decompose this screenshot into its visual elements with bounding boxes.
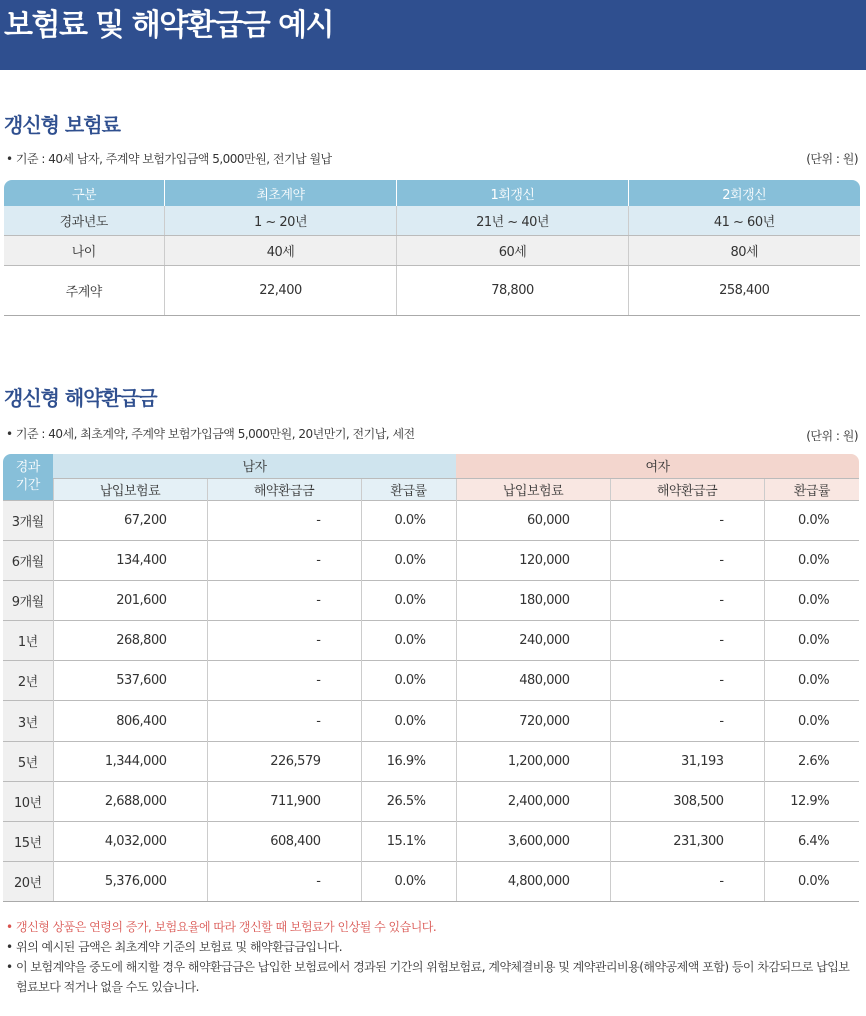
- period-cell: 6개월: [3, 540, 53, 580]
- period-cell: 3년: [3, 701, 53, 741]
- footnote-basis: • 위의 예시된 금액은 최초계약 기준의 보험료 및 해약환급금입니다.: [6, 937, 856, 957]
- female-header: 여자: [456, 454, 859, 478]
- female-rate-header: 환급률: [764, 478, 859, 500]
- table-row: [3, 540, 859, 580]
- row-label: 나이: [4, 235, 165, 265]
- section2-unit: (단위 : 원): [806, 429, 858, 443]
- female-rate: 0.0%: [764, 500, 859, 540]
- male-premium: 2,688,000: [53, 781, 207, 821]
- footnote-cancellation: • 이 보험계약을 중도에 해지할 경우 해약환급금은 납입한 보험료에서 경과된 기간의 위험보험료, 계약체결비용 및 계약관리비용(해약공제액 포함) 등이 차감되므로 납입보험료보다 적거나 없을 수도 있습니다.: [6, 957, 856, 997]
- female-rate: 0.0%: [764, 580, 859, 620]
- male-premium: 134,400: [53, 540, 207, 580]
- premium-row-years: [4, 206, 860, 235]
- period-header: [3, 454, 53, 500]
- table-row: [3, 862, 859, 902]
- cell: 1 ~ 20년: [165, 206, 397, 235]
- section1-title: 갱신형 보험료: [4, 113, 120, 137]
- premium-row-age: [4, 235, 860, 265]
- female-refund: -: [610, 701, 764, 741]
- female-refund-header: 해약환급금: [610, 478, 764, 500]
- section1-criteria: • 기준 : 40세 남자, 주계약 보험가입금액 5,000만원, 전기납 월납: [6, 152, 332, 166]
- female-rate: 2.6%: [764, 741, 859, 781]
- table-row: [3, 822, 859, 862]
- male-rate: 0.0%: [361, 661, 456, 701]
- female-rate: 0.0%: [764, 862, 859, 902]
- female-refund: -: [610, 862, 764, 902]
- table-row: [3, 781, 859, 821]
- male-header: 남자: [53, 454, 456, 478]
- premium-header-initial: 최초계약: [165, 180, 397, 206]
- male-refund: -: [207, 862, 361, 902]
- premium-header-category: 구분: [4, 180, 165, 206]
- female-refund: 31,193: [610, 741, 764, 781]
- premium-header-renewal1: 1회갱신: [397, 180, 629, 206]
- table-row: [3, 741, 859, 781]
- table-row: [3, 500, 859, 540]
- male-refund: -: [207, 580, 361, 620]
- male-rate: 0.0%: [361, 500, 456, 540]
- female-premium: 720,000: [456, 701, 610, 741]
- period-cell: 1년: [3, 621, 53, 661]
- male-rate: 0.0%: [361, 540, 456, 580]
- male-rate: 15.1%: [361, 822, 456, 862]
- female-premium: 240,000: [456, 621, 610, 661]
- period-header-line2: 기간: [15, 477, 40, 493]
- female-premium-header: 납입보험료: [456, 478, 610, 500]
- row-label: 경과년도: [4, 206, 165, 235]
- section2-criteria: • 기준 : 40세, 최초계약, 주계약 보험가입금액 5,000만원, 20년만기, 전기납, 세전: [6, 427, 415, 441]
- female-premium: 180,000: [456, 580, 610, 620]
- period-cell: 15년: [3, 822, 53, 862]
- row-label: 주계약: [4, 265, 165, 315]
- male-rate: 0.0%: [361, 621, 456, 661]
- female-refund: -: [610, 621, 764, 661]
- female-rate: 6.4%: [764, 822, 859, 862]
- cell: 60세: [397, 235, 629, 265]
- cell: 78,800: [397, 265, 629, 315]
- female-refund: -: [610, 661, 764, 701]
- male-refund: -: [207, 540, 361, 580]
- male-refund: -: [207, 661, 361, 701]
- section2-title: 갱신형 해약환급금: [4, 386, 157, 410]
- female-premium: 4,800,000: [456, 862, 610, 902]
- cell: 80세: [629, 235, 860, 265]
- table-row: [3, 661, 859, 701]
- male-refund: -: [207, 621, 361, 661]
- table-row: [3, 701, 859, 741]
- male-refund: 711,900: [207, 781, 361, 821]
- female-premium: 2,400,000: [456, 781, 610, 821]
- male-rate: 0.0%: [361, 862, 456, 902]
- male-refund: 226,579: [207, 741, 361, 781]
- period-cell: 3개월: [3, 500, 53, 540]
- female-rate: 0.0%: [764, 661, 859, 701]
- male-refund: -: [207, 701, 361, 741]
- male-premium: 268,800: [53, 621, 207, 661]
- footnote-renewal-warning: • 갱신형 상품은 연령의 증가, 보험요율에 따라 갱신할 때 보험료가 인상될 수 있습니다.: [6, 917, 856, 937]
- refund-table: [3, 454, 859, 902]
- male-premium: 806,400: [53, 701, 207, 741]
- cell: 22,400: [165, 265, 397, 315]
- female-premium: 3,600,000: [456, 822, 610, 862]
- female-refund: -: [610, 580, 764, 620]
- female-premium: 120,000: [456, 540, 610, 580]
- table-row: [3, 580, 859, 620]
- male-rate: 0.0%: [361, 701, 456, 741]
- period-cell: 20년: [3, 862, 53, 902]
- male-premium: 4,032,000: [53, 822, 207, 862]
- male-premium: 67,200: [53, 500, 207, 540]
- female-rate: 0.0%: [764, 540, 859, 580]
- cell: 258,400: [629, 265, 860, 315]
- female-rate: 0.0%: [764, 701, 859, 741]
- male-rate: 16.9%: [361, 741, 456, 781]
- table-row: [3, 621, 859, 661]
- female-premium: 480,000: [456, 661, 610, 701]
- cell: 41 ~ 60년: [629, 206, 860, 235]
- male-rate-header: 환급률: [361, 478, 456, 500]
- page-title: 보험료 및 해약환급금 예시: [4, 8, 334, 43]
- male-premium: 1,344,000: [53, 741, 207, 781]
- female-refund: 231,300: [610, 822, 764, 862]
- male-rate: 26.5%: [361, 781, 456, 821]
- period-cell: 10년: [3, 781, 53, 821]
- female-premium: 1,200,000: [456, 741, 610, 781]
- male-premium: 201,600: [53, 580, 207, 620]
- male-refund: 608,400: [207, 822, 361, 862]
- page-header: [0, 0, 866, 70]
- male-refund-header: 해약환급금: [207, 478, 361, 500]
- female-refund: 308,500: [610, 781, 764, 821]
- male-premium: 537,600: [53, 661, 207, 701]
- cell: 40세: [165, 235, 397, 265]
- footnotes: [6, 917, 856, 997]
- premium-row-main-contract: [4, 265, 860, 315]
- premium-table: [3, 180, 860, 316]
- female-refund: -: [610, 500, 764, 540]
- male-premium: 5,376,000: [53, 862, 207, 902]
- female-premium: 60,000: [456, 500, 610, 540]
- period-cell: 5년: [3, 741, 53, 781]
- female-rate: 0.0%: [764, 621, 859, 661]
- premium-header-renewal2: 2회갱신: [629, 180, 860, 206]
- period-cell: 9개월: [3, 580, 53, 620]
- female-refund: -: [610, 540, 764, 580]
- period-cell: 2년: [3, 661, 53, 701]
- male-refund: -: [207, 500, 361, 540]
- female-rate: 12.9%: [764, 781, 859, 821]
- period-header-line1: 경과: [15, 459, 40, 475]
- male-premium-header: 납입보험료: [53, 478, 207, 500]
- cell: 21년 ~ 40년: [397, 206, 629, 235]
- male-rate: 0.0%: [361, 580, 456, 620]
- section1-unit: (단위 : 원): [806, 152, 858, 166]
